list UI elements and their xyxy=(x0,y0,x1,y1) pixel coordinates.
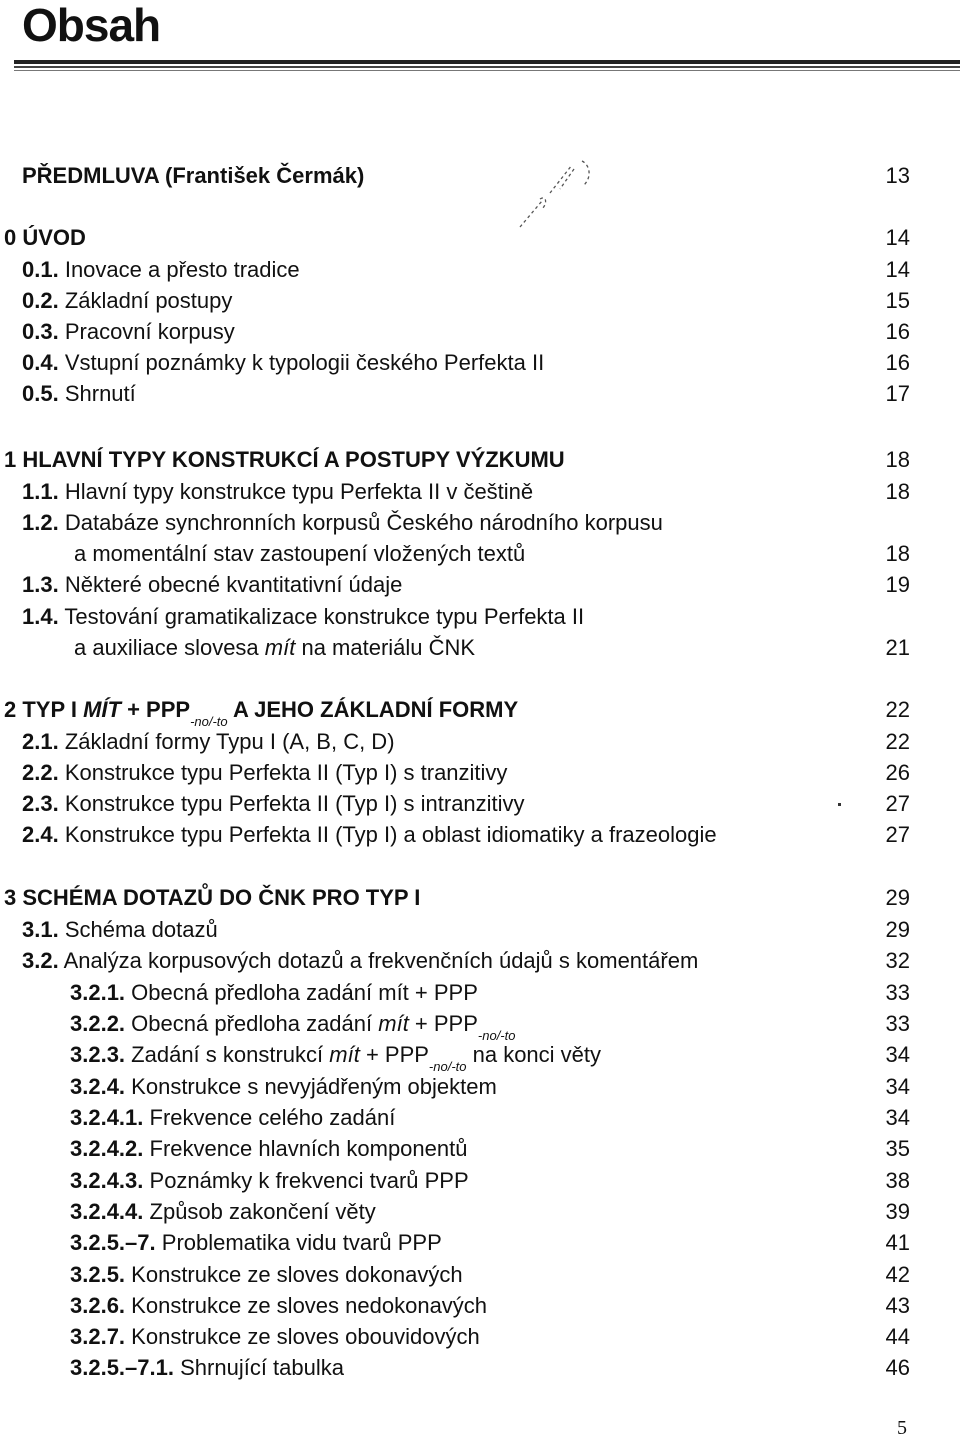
toc-entry-number: 1.4. xyxy=(22,604,59,629)
toc-page-number: 21 xyxy=(885,635,910,660)
toc-entry-text: Konstrukce ze sloves obouvidových xyxy=(131,1324,480,1349)
toc-page-number: 22 xyxy=(885,729,910,754)
toc-entry[interactable] xyxy=(0,347,960,378)
toc-entry-number: 0.5. xyxy=(22,381,59,406)
toc-entry[interactable] xyxy=(0,1102,960,1133)
toc-page-number: 34 xyxy=(885,1074,910,1099)
toc-entry[interactable] xyxy=(0,819,960,850)
toc-entry-label xyxy=(22,507,663,538)
toc-entry-number: 3 xyxy=(4,885,23,910)
toc-entry-number: 2.3. xyxy=(22,791,59,816)
toc-page-number: 16 xyxy=(885,319,910,344)
toc-page-number: 22 xyxy=(885,697,910,722)
toc-entry-text: Schéma dotazů xyxy=(64,917,218,942)
toc-entry-text: Základní formy Typu I (A, B, C, D) xyxy=(64,729,395,754)
toc-page-number: 46 xyxy=(885,1355,910,1380)
toc-entry-label xyxy=(22,285,232,316)
toc-entry-predmluva[interactable] xyxy=(0,160,960,191)
toc-entry-label xyxy=(22,788,525,819)
toc-entry-text-line2: a auxiliace slovesa mít na materiálu ČNK xyxy=(74,635,476,660)
toc-entry-label: 3.2.2. Obecná předloha zadání mít + $PPP_{-no/-to}$ xyxy=(70,1011,516,1043)
toc-entry-number: 0.1. xyxy=(22,257,59,282)
toc-entry-text: Frekvence hlavních komponentů xyxy=(149,1136,468,1161)
toc-entry-text-line2: a momentální stav zastoupení vložených textů xyxy=(74,541,526,566)
toc-chapter-1[interactable] xyxy=(0,444,960,475)
toc-entry[interactable] xyxy=(0,1008,960,1043)
toc-page-number: 44 xyxy=(885,1324,910,1349)
toc-entry[interactable] xyxy=(0,1321,960,1352)
toc-entry-text: Pracovní korpusy xyxy=(64,319,235,344)
toc-entry[interactable] xyxy=(0,601,960,632)
toc-entry[interactable] xyxy=(0,569,960,600)
toc-entry-number: 3.2.4.3. xyxy=(70,1168,144,1193)
toc-page-number: 35 xyxy=(885,1136,910,1161)
toc-entry-number: 3.2.6. xyxy=(70,1293,126,1318)
toc-entry-number: 1.2. xyxy=(22,510,59,535)
toc-entry-label xyxy=(22,945,698,976)
toc-entry-text: SCHÉMA DOTAZŮ DO ČNK PRO TYP I xyxy=(22,885,421,910)
toc-entry[interactable] xyxy=(0,1133,960,1164)
toc-entry-label: 3.2.3. Zadání s konstrukcí mít + $PPP_{-no/-to}$ na konci věty xyxy=(70,1042,602,1074)
toc-page-number: 15 xyxy=(885,288,910,313)
toc-entry[interactable] xyxy=(0,1071,960,1102)
toc-entry-text: Způsob zakončení věty xyxy=(149,1199,376,1224)
toc-entry-label xyxy=(70,1259,463,1290)
toc-entry-number: 1.3. xyxy=(22,572,59,597)
toc-entry[interactable] xyxy=(0,977,960,1008)
toc-entry-number: 3.2.1. xyxy=(70,980,126,1005)
toc-page-number: 39 xyxy=(885,1199,910,1224)
toc-entry-label xyxy=(22,757,507,788)
toc-entry[interactable] xyxy=(0,788,960,819)
toc-entry-number: 3.2.4.1. xyxy=(70,1105,144,1130)
toc-entry-number: 3.2.4.2. xyxy=(70,1136,144,1161)
toc-entry-number: 3.2. xyxy=(22,948,59,973)
toc-entry-number: 3.2.5.–7. xyxy=(70,1230,156,1255)
toc-entry-label xyxy=(4,882,420,913)
toc-entry[interactable] xyxy=(0,285,960,316)
toc-entry-number: 3.2.3. xyxy=(70,1042,126,1067)
toc-entry-label xyxy=(22,601,584,632)
title-rule-secondary xyxy=(14,66,960,68)
toc-entry-label xyxy=(22,819,717,850)
toc-entry-number: 3.2.4.4. xyxy=(70,1199,144,1224)
toc-entry-label xyxy=(22,316,235,347)
toc-page-number: 27 xyxy=(885,791,910,816)
toc-entry-text: ÚVOD xyxy=(22,225,86,250)
toc-page-number: 18 xyxy=(885,541,910,566)
toc-entry-label xyxy=(22,726,395,757)
toc-entry-label xyxy=(70,1102,395,1133)
toc-page-number: 34 xyxy=(885,1105,910,1130)
toc-entry-text: Konstrukce typu Perfekta II (Typ I) a oblast idiomatiky a frazeologie xyxy=(64,822,717,847)
stray-mark xyxy=(838,803,841,806)
toc-entry-text: Některé obecné kvantitativní údaje xyxy=(64,572,403,597)
toc-entry-label xyxy=(70,1227,442,1258)
toc-page-number: 33 xyxy=(885,980,910,1005)
toc-entry-text: Konstrukce typu Perfekta II (Typ I) s tranzitivy xyxy=(64,760,508,785)
toc-entry-label: 2 TYP I MÍT + $PPP_{-no/-to}$ A JEHO ZÁKLADNÍ FORMY xyxy=(4,697,519,729)
toc-entry-label xyxy=(22,347,544,378)
toc-entry-label xyxy=(22,476,533,507)
toc-page-number: 16 xyxy=(885,350,910,375)
title-rule-tertiary xyxy=(14,70,960,71)
toc-page-number: 29 xyxy=(885,917,910,942)
toc-entry-text: Shrnutí xyxy=(64,381,136,406)
toc-entry[interactable] xyxy=(0,1259,960,1290)
toc-entry-label xyxy=(70,977,478,1008)
toc-entry-text: Inovace a přesto tradice xyxy=(64,257,300,282)
toc-entry-number: 3.2.2. xyxy=(70,1011,126,1036)
toc-entry-number: 1.1. xyxy=(22,479,59,504)
toc-entry-label xyxy=(22,254,300,285)
toc-entry[interactable] xyxy=(0,1227,960,1258)
toc-entry-text: Konstrukce typu Perfekta II (Typ I) s intranzitivy xyxy=(64,791,525,816)
toc-entry[interactable] xyxy=(0,1165,960,1196)
toc-entry-text: Konstrukce s nevyjádřeným objektem xyxy=(131,1074,497,1099)
toc-page-number: 18 xyxy=(885,479,910,504)
toc-entry-number: 0.2. xyxy=(22,288,59,313)
toc-entry[interactable] xyxy=(0,476,960,507)
page-number: 5 xyxy=(897,1417,907,1439)
toc-entry-number: 3.2.4. xyxy=(70,1074,126,1099)
toc-entry-uvod[interactable] xyxy=(0,222,960,253)
toc-entry-text: Analýza korpusových dotazů a frekvenčních údajů s komentářem xyxy=(63,948,699,973)
toc-entry-number: 1 xyxy=(4,447,23,472)
toc-page-number: 43 xyxy=(885,1293,910,1318)
toc-entry-text: Obecná předloha zadání mít + PPP xyxy=(131,980,478,1005)
toc-entry-text: Poznámky k frekvenci tvarů PPP xyxy=(149,1168,469,1193)
toc-page-number: 26 xyxy=(885,760,910,785)
toc-entry-label xyxy=(70,1321,480,1352)
toc-entry-label xyxy=(22,914,218,945)
toc-entry-continuation[interactable] xyxy=(0,632,960,663)
toc-entry-text: PŘEDMLUVA (František Čermák) xyxy=(22,163,365,188)
toc-page-number: 34 xyxy=(885,1042,910,1067)
toc-entry-label xyxy=(4,444,565,475)
toc-entry[interactable] xyxy=(0,1039,960,1074)
toc-entry-label xyxy=(4,222,86,253)
toc-entry-label xyxy=(70,1165,469,1196)
toc-entry-number: 3.2.5.–7.1. xyxy=(70,1355,174,1380)
toc-page-number: 38 xyxy=(885,1168,910,1193)
toc-entry[interactable] xyxy=(0,945,960,976)
toc-entry-number: 3.2.5. xyxy=(70,1262,126,1287)
toc-page-number: 32 xyxy=(885,948,910,973)
toc-entry-text: Vstupní poznámky k typologii českého Perfekta II xyxy=(64,350,545,375)
toc-entry[interactable] xyxy=(0,507,960,538)
toc-page-number: 14 xyxy=(885,257,910,282)
toc-entry-number: 0.3. xyxy=(22,319,59,344)
toc-page-number: 17 xyxy=(885,381,910,406)
title-rule xyxy=(14,60,960,64)
toc-entry-label xyxy=(70,1352,344,1383)
toc-entry-text: Hlavní typy konstrukce typu Perfekta II v češtině xyxy=(64,479,534,504)
toc-page-number: 14 xyxy=(885,225,910,250)
page-title: Obsah xyxy=(22,0,161,51)
toc-page-number: 19 xyxy=(885,572,910,597)
toc-entry-text: Databáze synchronních korpusů Českého národního korpusu xyxy=(64,510,663,535)
toc-entry[interactable] xyxy=(0,316,960,347)
toc-entry[interactable] xyxy=(0,378,960,409)
toc-entry-number: 2.4. xyxy=(22,822,59,847)
toc-entry-text: Základní postupy xyxy=(64,288,233,313)
toc-entry-text: Frekvence celého zadání xyxy=(149,1105,396,1130)
toc-chapter-2[interactable] xyxy=(0,694,960,729)
toc-entry-number: 2.1. xyxy=(22,729,59,754)
toc-page-number: 27 xyxy=(885,822,910,847)
toc-entry[interactable] xyxy=(0,254,960,285)
toc-entry-text: HLAVNÍ TYPY KONSTRUKCÍ A POSTUPY VÝZKUMU xyxy=(22,447,565,472)
toc-entry-label xyxy=(70,1133,467,1164)
toc-entry-text: Problematika vidu tvarů PPP xyxy=(161,1230,442,1255)
toc-entry-number: 0 xyxy=(4,225,23,250)
toc-entry-label xyxy=(70,1290,487,1321)
toc-entry-number: 0.4. xyxy=(22,350,59,375)
toc-entry[interactable] xyxy=(0,1290,960,1321)
toc-entry-text: Konstrukce ze sloves dokonavých xyxy=(131,1262,463,1287)
toc-page-number: 42 xyxy=(885,1262,910,1287)
toc-page-number: 41 xyxy=(885,1230,910,1255)
toc-entry[interactable] xyxy=(0,726,960,757)
toc-page-number: 33 xyxy=(885,1011,910,1036)
toc-entry-text: Konstrukce ze sloves nedokonavých xyxy=(131,1293,488,1318)
toc-entry-label xyxy=(70,1196,376,1227)
toc-entry-label xyxy=(22,378,136,409)
toc-entry-label xyxy=(70,1071,497,1102)
toc-entry-continuation[interactable] xyxy=(0,538,960,569)
toc-entry-text: Shrnující tabulka xyxy=(180,1355,344,1380)
toc-entry[interactable] xyxy=(0,914,960,945)
toc-entry-number: 3.2.7. xyxy=(70,1324,126,1349)
toc-page-number: 18 xyxy=(885,447,910,472)
toc-entry-number: 3.1. xyxy=(22,917,59,942)
toc-entry-label xyxy=(22,569,402,600)
toc-entry-number: 2.2. xyxy=(22,760,59,785)
toc-chapter-3[interactable] xyxy=(0,882,960,913)
toc-page-number: 13 xyxy=(885,163,910,188)
toc-page-number: 29 xyxy=(885,885,910,910)
toc-entry[interactable] xyxy=(0,757,960,788)
toc-entry[interactable] xyxy=(0,1352,960,1383)
toc-entry[interactable] xyxy=(0,1196,960,1227)
toc-entry-text: Testování gramatikalizace konstrukce typu Perfekta II xyxy=(64,604,585,629)
